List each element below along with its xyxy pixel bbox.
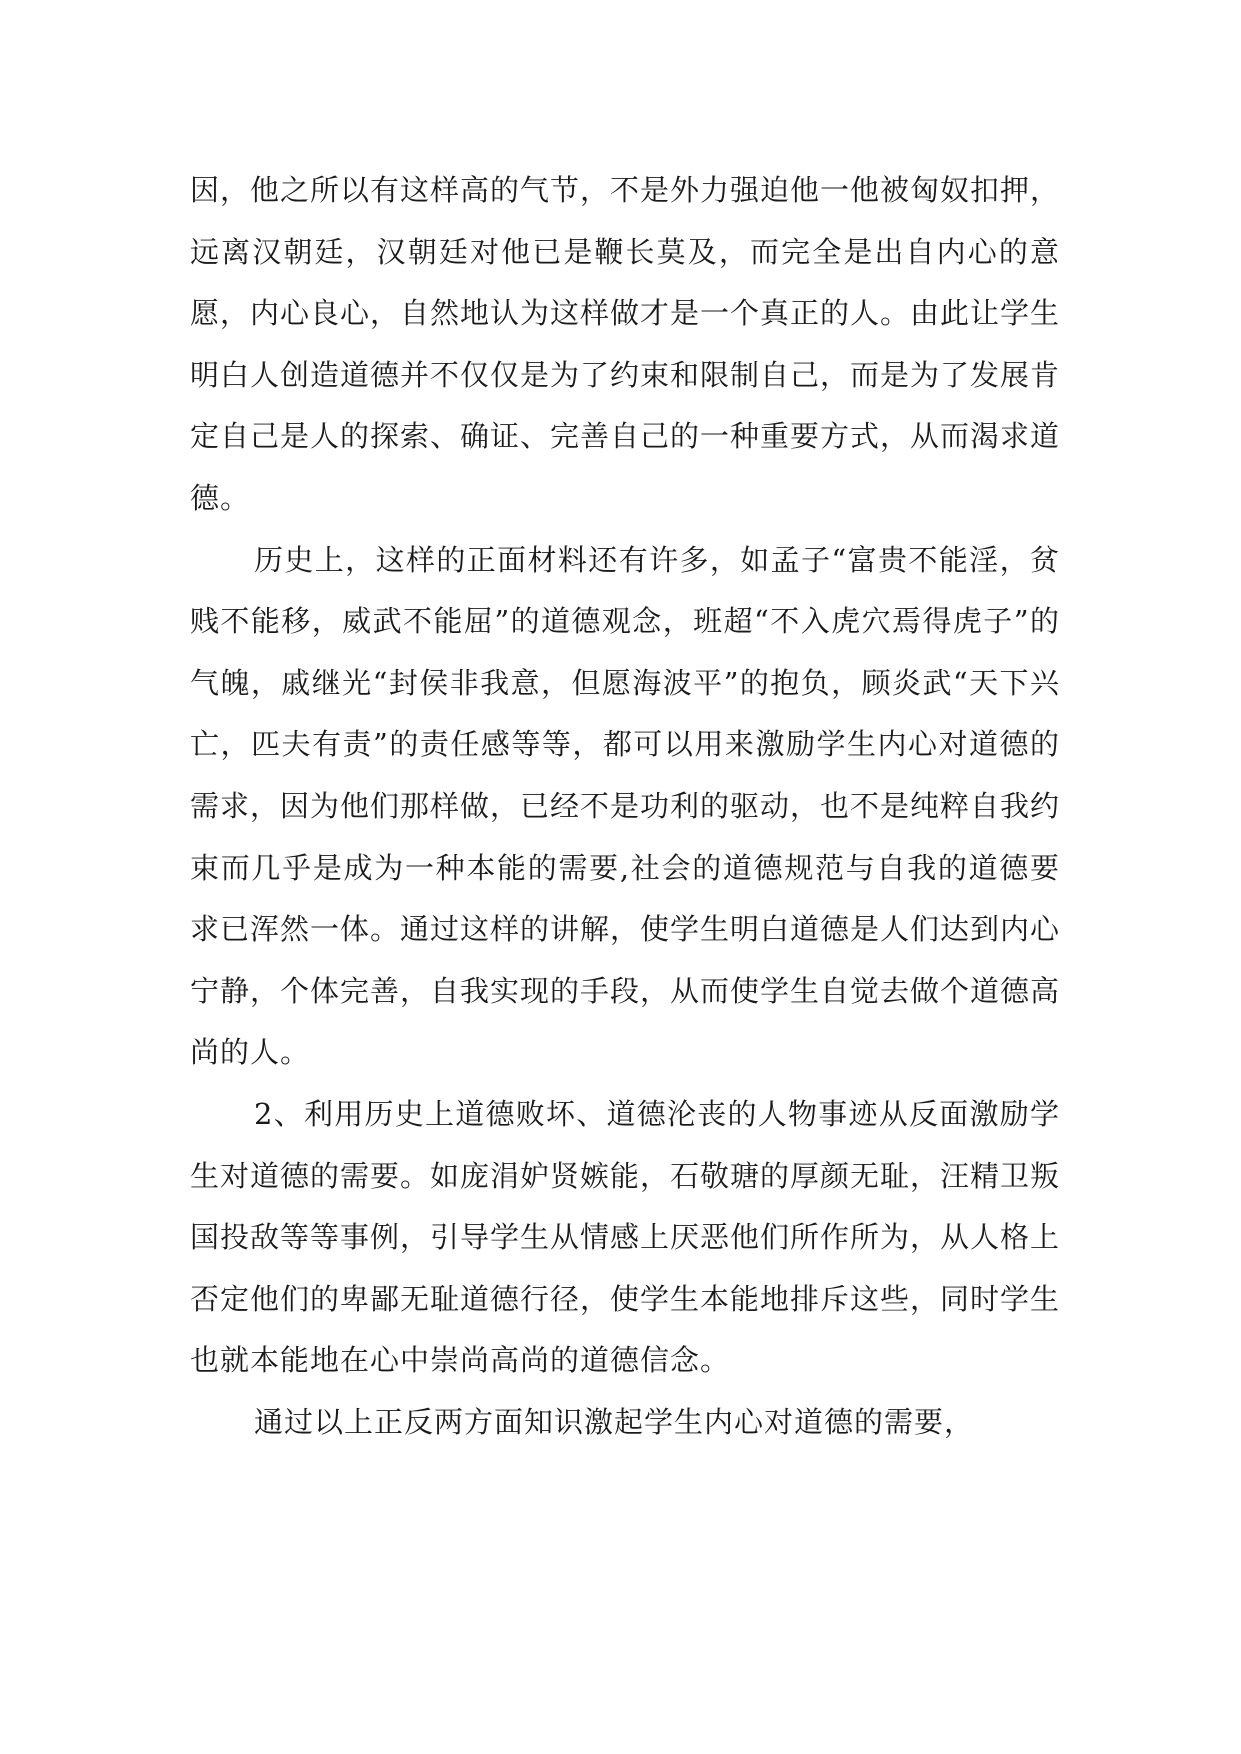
- paragraph-conclusion: 通过以上正反两方面知识激起学生内心对道德的需要，: [254, 1404, 975, 1439]
- paragraph-positive-examples: 历史上，这样的正面材料还有许多，如孟子“富贵不能淫，贫贱不能移，威武不能屈”的道德观念，班超“不入虎穴焉得虎子”的气魄，戚继光“封侯非我意，但愿海波平”的抱负，顾炎武“天下兴亡，匹夫有责”的责任感等等，都可以用来激励学生内心对道德的需求，因为他们那样做，已经不是功利的驱动，也不是纯粹自我约束而几乎是成为一种本能的需要,社会的道德规范与自我的道德要求已浑然一体。通过这样的讲解，使学生明白道德是人们达到内心宁静，个体完善，自我实现的手段，从而使学生自觉去做个道德高尚的人。: [190, 542, 1061, 1070]
- body-text: [190, 160, 1060, 1453]
- paragraph-negative-examples: 2、利用历史上道德败坏、道德沦丧的人物事迹从反面激励学生对道德的需要。如庞涓妒贤嫉能，石敬瑭的厚颜无耻，汪精卫叛国投敌等等事例，引导学生从情感上厌恶他们所作所为，从人格上否定他们的卑鄙无耻道德行径，使学生本能地排斥这些，同时学生也就本能地在心中崇尚高尚的道德信念。: [190, 1096, 1061, 1378]
- paragraph-continued: 因，他之所以有这样高的气节，不是外力强迫他一他被匈奴扣押，远离汉朝廷，汉朝廷对他已是鞭长莫及，而完全是出自内心的意愿，内心良心，自然地认为这样做才是一个真正的人。由此让学生明白人创造道德并不仅仅是为了约束和限制自己，而是为了发展肯定自己是人的探索、确证、完善自己的一种重要方式，从而渴求道德。: [190, 173, 1061, 515]
